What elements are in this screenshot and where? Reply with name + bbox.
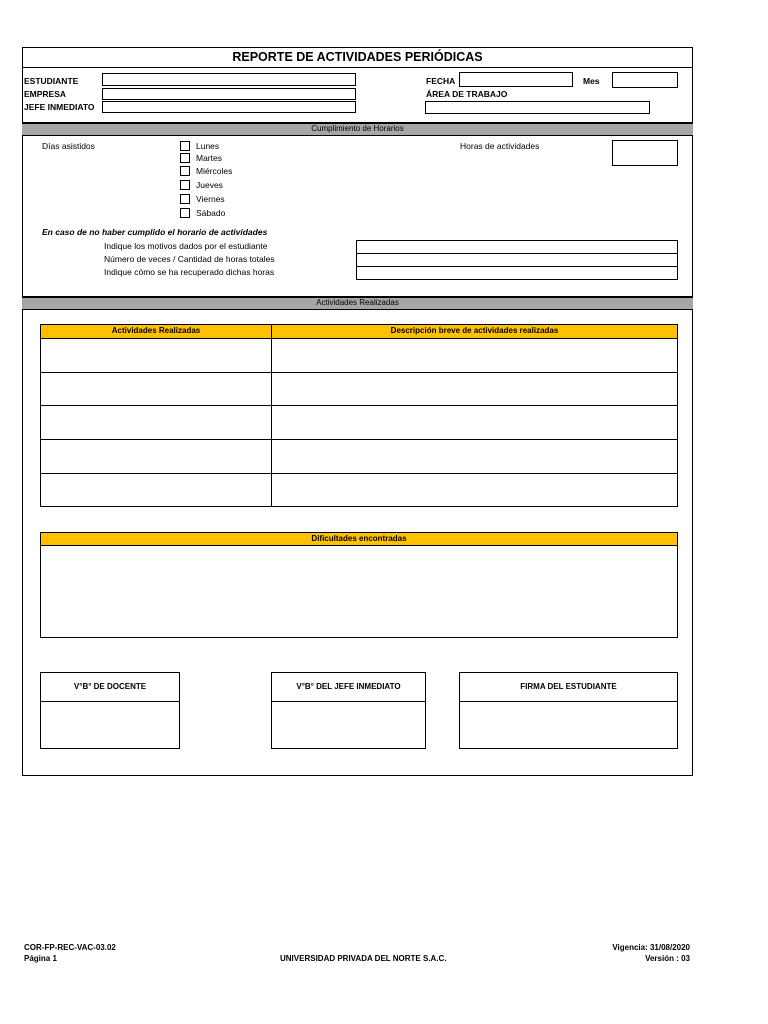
- descripcion-col-header: Descripción breve de actividades realizadas: [271, 324, 678, 339]
- vb-docente-box[interactable]: [40, 701, 180, 749]
- checkbox-lunes[interactable]: [180, 141, 190, 151]
- firma-estudiante-header: FIRMA DEL ESTUDIANTE: [459, 672, 678, 702]
- actividad-cell-4[interactable]: [40, 439, 272, 474]
- recuperacion-field[interactable]: [356, 266, 678, 280]
- mes-label: Mes: [583, 76, 600, 86]
- area-label: ÁREA DE TRABAJO: [426, 89, 508, 99]
- university-name: UNIVERSIDAD PRIVADA DEL NORTE S.A.C.: [280, 954, 447, 963]
- day-label-martes: Martes: [196, 153, 222, 163]
- descripcion-cell-1[interactable]: [271, 338, 678, 373]
- actividades-band: Actividades Realizadas: [22, 296, 693, 310]
- motivos-field[interactable]: [356, 240, 678, 254]
- descripcion-cell-2[interactable]: [271, 372, 678, 406]
- vigencia-date: Vigencia: 31/08/2020: [612, 943, 690, 952]
- actividad-cell-1[interactable]: [40, 338, 272, 373]
- checkbox-viernes[interactable]: [180, 194, 190, 204]
- checkbox-sabado[interactable]: [180, 208, 190, 218]
- checkbox-jueves[interactable]: [180, 180, 190, 190]
- actividad-cell-2[interactable]: [40, 372, 272, 406]
- jefe-field[interactable]: [102, 101, 356, 113]
- dificultades-header: Dificultades encontradas: [40, 532, 678, 546]
- horas-label: Horas de actividades: [460, 141, 540, 151]
- estudiante-field[interactable]: [102, 73, 356, 86]
- mes-field[interactable]: [612, 72, 678, 88]
- area-field[interactable]: [425, 101, 650, 114]
- day-label-jueves: Jueves: [196, 180, 223, 190]
- empresa-field[interactable]: [102, 88, 356, 100]
- descripcion-cell-4[interactable]: [271, 439, 678, 474]
- day-label-miercoles: Miércoles: [196, 166, 233, 176]
- horas-field[interactable]: [612, 140, 678, 166]
- day-label-lunes: Lunes: [196, 141, 220, 151]
- firma-estudiante-box[interactable]: [459, 701, 678, 749]
- dias-label: Días asistidos: [42, 141, 95, 151]
- vb-jefe-box[interactable]: [271, 701, 426, 749]
- vb-jefe-header: V°B° DEL JEFE INMEDIATO: [271, 672, 426, 702]
- document-code: COR-FP-REC-VAC-03.02: [24, 943, 116, 952]
- day-label-viernes: Viernes: [196, 194, 225, 204]
- empresa-label: EMPRESA: [24, 89, 67, 99]
- jefe-label: JEFE INMEDIATO: [24, 102, 95, 112]
- descripcion-cell-5[interactable]: [271, 473, 678, 507]
- day-label-sabado: Sábado: [196, 208, 226, 218]
- estudiante-label: ESTUDIANTE: [24, 76, 79, 86]
- checkbox-miercoles[interactable]: [180, 166, 190, 176]
- dificultades-field[interactable]: [40, 545, 678, 638]
- page-title: REPORTE DE ACTIVIDADES PERIÓDICAS: [232, 50, 483, 64]
- title-divider: [22, 67, 693, 68]
- descripcion-cell-3[interactable]: [271, 405, 678, 440]
- actividad-cell-5[interactable]: [40, 473, 272, 507]
- page-number: Página 1: [24, 954, 57, 963]
- actividad-cell-3[interactable]: [40, 405, 272, 440]
- numero-veces-field[interactable]: [356, 253, 678, 267]
- incumplimiento-note: En caso de no haber cumplido el horario de actividades: [42, 227, 268, 237]
- horarios-band: Cumplimiento de Horarios: [22, 122, 693, 136]
- recuperacion-label: Indique cómo se ha recuperado dichas horas: [104, 267, 275, 277]
- actividades-col-header: Actividades Realizadas: [40, 324, 272, 339]
- motivos-label: Indique los motivos dados por el estudiante: [104, 241, 268, 251]
- fecha-label: FECHA: [426, 76, 456, 86]
- vb-docente-header: V°B° DE DOCENTE: [40, 672, 180, 702]
- fecha-field[interactable]: [459, 72, 573, 87]
- numero-veces-label: Número de veces / Cantidad de horas totales: [104, 254, 275, 264]
- document-version: Versión : 03: [645, 954, 690, 963]
- checkbox-martes[interactable]: [180, 153, 190, 163]
